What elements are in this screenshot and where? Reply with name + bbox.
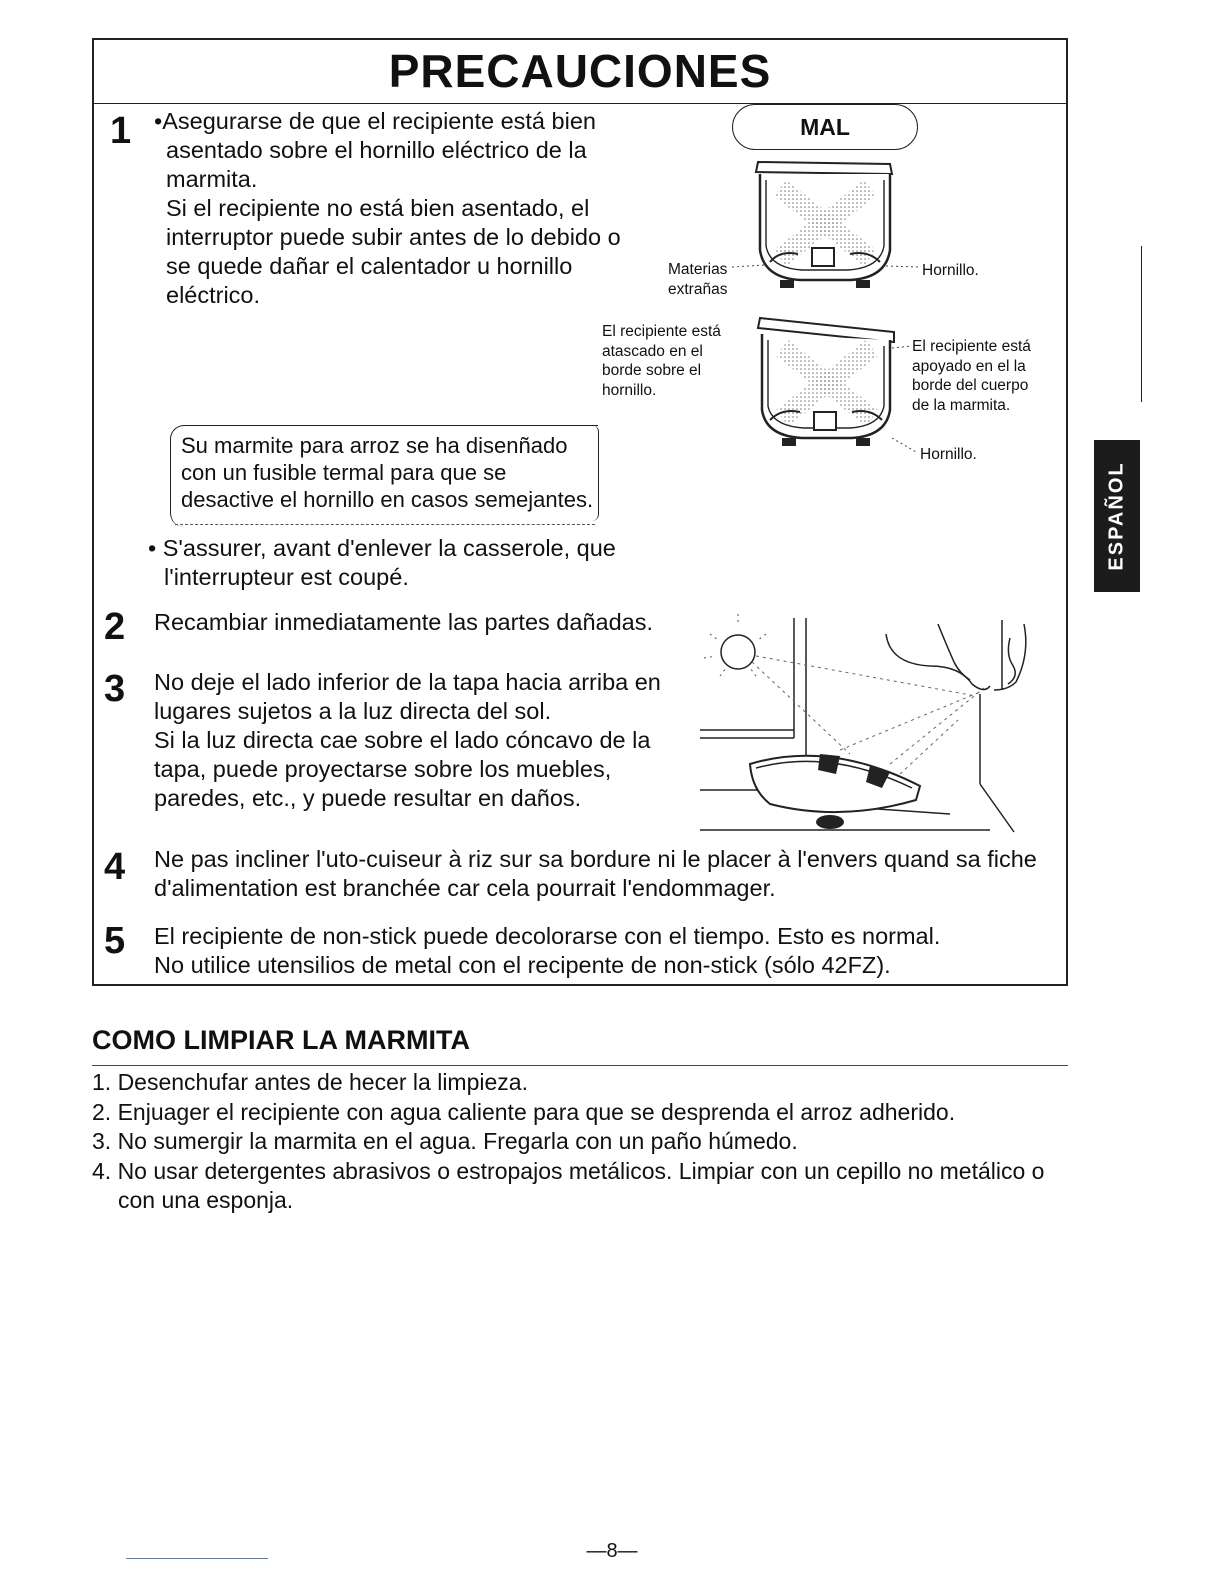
item-1-line: Si el recipiente no está bien asentado, el — [166, 195, 590, 221]
note-line: con un fusible termal para que se — [181, 460, 507, 485]
language-tab — [1094, 440, 1140, 592]
item-1-extra-line: l'interrupteur est coupé. — [164, 564, 409, 590]
stuck-on-edge-label — [602, 322, 721, 400]
item-2-text — [154, 608, 653, 637]
item-1-line: •Asegurarse de que el recipiente está bien — [154, 108, 596, 134]
item-1-line: se quede dañar el calentador u hornillo — [166, 253, 573, 279]
cleaning-steps — [92, 1068, 1092, 1216]
item-3-line: paredes, etc., y puede resultar en daños. — [154, 785, 582, 811]
item-1-line: marmita. — [166, 166, 258, 192]
sunlight-lid-illustration — [690, 604, 1050, 840]
item-1-line: interruptor puede subir antes de lo debido o — [166, 224, 621, 250]
label-line: borde sobre el — [602, 362, 702, 379]
mal-badge: MAL — [732, 104, 918, 150]
item-3-line: lugares sujetos a la luz directa del sol. — [154, 698, 552, 724]
cleaning-step: 3. No sumergir la marmita en el agua. Fregarla con un paño húmedo. — [92, 1128, 798, 1154]
item-1-line: asentado sobre el hornillo eléctrico de la — [166, 137, 587, 163]
item-number-2: 2 — [104, 606, 126, 648]
cleaning-step: 4. No usar detergentes abrasivos o estropajos metálicos. Limpiar con un cepillo no metálico o — [92, 1157, 1045, 1184]
cooker-misaligned-illustration — [748, 312, 908, 452]
item-5-text — [154, 922, 940, 980]
leader-line — [884, 258, 924, 274]
item-number-1: 1 — [110, 110, 132, 152]
label-line: extrañas — [668, 280, 728, 298]
label-line: borde del cuerpo — [912, 377, 1029, 394]
hornillo-label-1: Hornillo. — [922, 262, 979, 279]
item-4-text — [154, 845, 1037, 903]
cleaning-step: 1. Desenchufar antes de hecer la limpieza. — [92, 1069, 528, 1095]
note-box-right-edge — [592, 425, 599, 521]
item-number-3: 3 — [104, 668, 126, 710]
item-3-line: Si la luz directa cae sobre el lado cóncavo de la — [154, 727, 651, 753]
cleaning-step-continued: con una esponja. — [118, 1187, 294, 1213]
label-line: Materias — [668, 261, 728, 278]
cleaning-heading: COMO LIMPIAR LA MARMITA — [92, 1025, 470, 1055]
item-1-line: eléctrico. — [166, 282, 261, 308]
item-number-4: 4 — [104, 846, 126, 888]
side-divider-line — [1141, 246, 1142, 402]
leader-line — [890, 436, 920, 456]
page-number: —8— — [586, 1540, 638, 1562]
label-line: El recipiente está — [912, 338, 1031, 355]
item-1-text — [154, 107, 621, 310]
page-title: PRECAUCIONES — [388, 45, 772, 97]
language-tab-label: ESPAÑOL — [1105, 461, 1128, 571]
thermal-fuse-note — [170, 425, 598, 527]
note-line: desactive el hornillo en casos semejantes. — [181, 487, 594, 512]
item-5-line: El recipiente de non-stick puede decolorarse con el tiempo. Esto es normal. — [154, 923, 941, 949]
label-line: de la marmita. — [912, 396, 1011, 414]
cooker-foreign-matter-illustration — [740, 150, 910, 300]
item-1-extra-text — [148, 534, 616, 592]
hornillo-label-2: Hornillo. — [920, 446, 977, 463]
cleaning-step: 2. Enjuager el recipiente con agua caliente para que se desprenda el arroz adherido. — [92, 1098, 956, 1125]
item-number-5: 5 — [104, 920, 126, 962]
item-3-line: tapa, puede proyectarse sobre los muebles, — [154, 756, 612, 782]
label-line: atascado en el — [602, 342, 703, 360]
leader-line — [728, 255, 768, 275]
item-3-text — [154, 668, 661, 813]
item-4-line: d'alimentation est branchée car cela pourrait l'endommager. — [154, 875, 776, 901]
leader-line — [890, 338, 916, 354]
note-text — [181, 432, 593, 513]
foreign-matter-label — [668, 260, 727, 299]
heading-rule — [92, 1065, 1068, 1066]
note-box-bottom-edge — [175, 524, 595, 525]
item-3-line: No deje el lado inferior de la tapa hacia arriba en — [154, 669, 661, 695]
label-line: hornillo. — [602, 381, 657, 399]
item-1-extra-line: • S'assurer, avant d'enlever la casserole, que — [148, 535, 616, 561]
item-5-line: No utilice utensilios de metal con el recipente de non-stick (sólo 42FZ). — [154, 952, 891, 978]
title-bar — [94, 40, 1066, 104]
note-line: Su marmite para arroz se ha disenñado — [181, 433, 568, 458]
item-4-line: Ne pas incliner l'uto-cuiseur à riz sur sa bordure ni le placer à l'envers quand sa fiche — [154, 846, 1037, 872]
footer-line — [126, 1558, 268, 1559]
resting-on-body-label — [912, 337, 1031, 415]
label-line: apoyado en el la — [912, 357, 1026, 375]
item-2-line: Recambiar inmediatamente las partes dañadas. — [154, 609, 653, 635]
label-line: El recipiente está — [602, 323, 721, 340]
